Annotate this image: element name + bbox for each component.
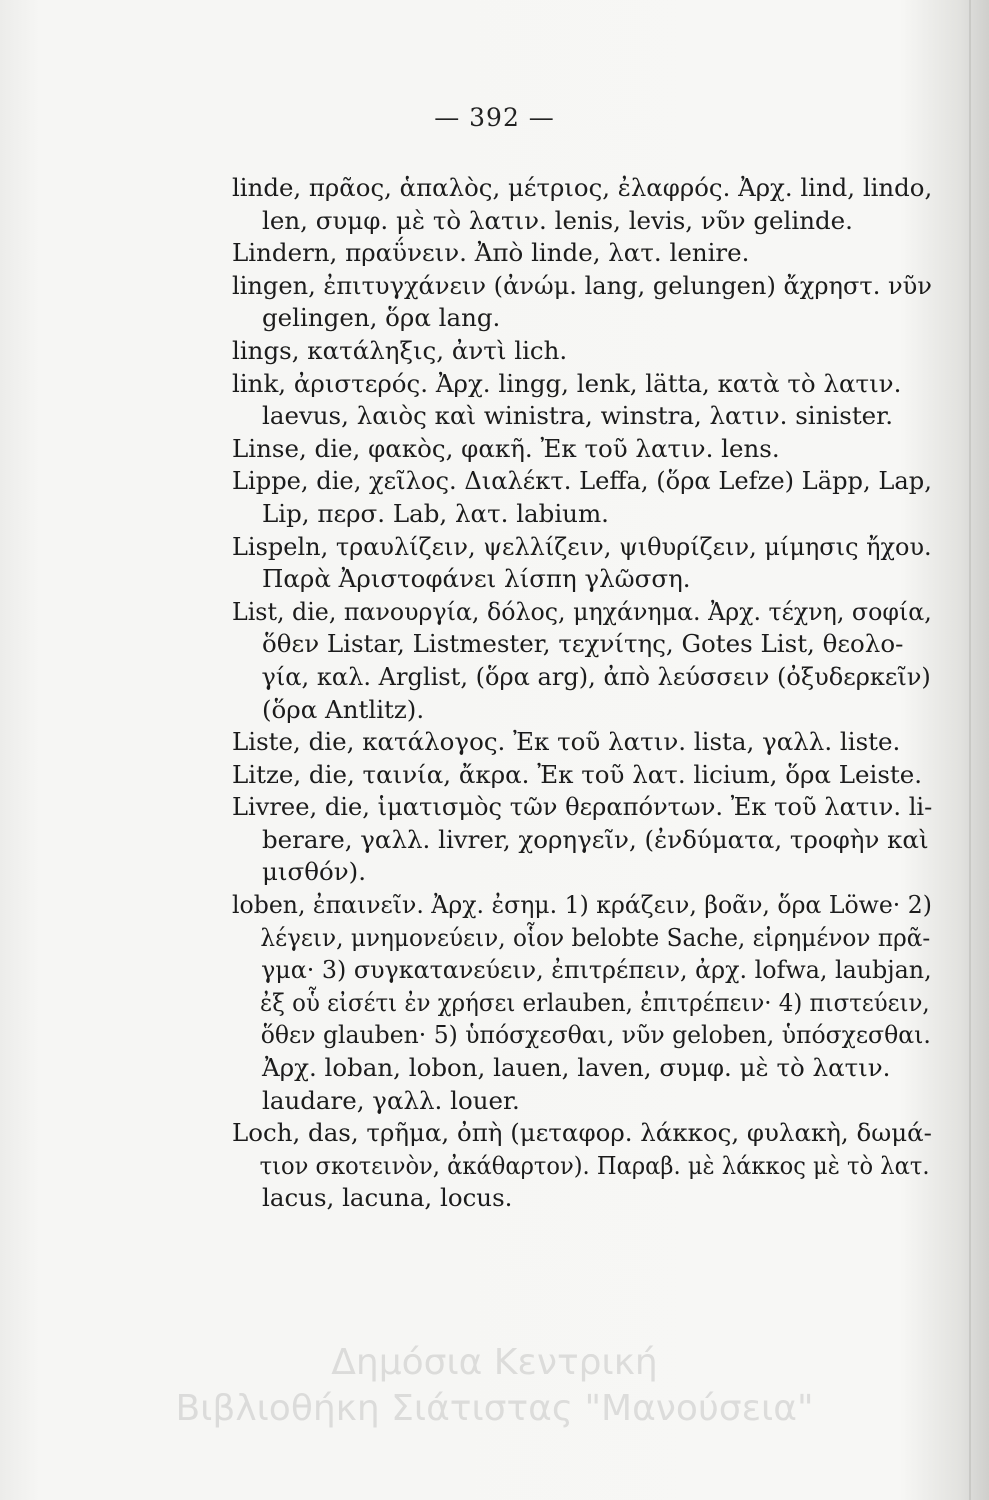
text-line: Παρὰ Ἀριστοφάνει λίσπη γλῶσση. <box>262 564 691 594</box>
text-line: lings, κατάληξις, ἀντὶ lich. <box>232 335 568 365</box>
text-line: Lippe, die, χεῖλος. Διαλέκτ. Leffa, (ὅρα Lefze) Läpp, Lap, <box>232 466 932 496</box>
text-line: laudare, γαλλ. louer. <box>262 1085 520 1115</box>
text-line: Lindern, πραΰνειν. Ἀπὸ linde, λατ. lenire. <box>232 238 750 268</box>
text-line: γία, καλ. Arglist, (ὅρα arg), ἀπὸ λεύσσειν (ὀξυδερκεῖν) <box>261 661 931 691</box>
text-line: len, συμφ. μὲ τὸ λατιν. lenis, levis, νῦν gelinde. <box>262 205 853 235</box>
text-line: Litze, die, ταινία, ἄκρα. Ἐκ τοῦ λατ. licium, ὅρα Leiste. <box>232 759 923 789</box>
watermark-line-1: Δημόσια Κεντρική <box>331 1342 658 1383</box>
text-line: λέγειν, μνημονεύειν, οἷον belobte Sache, εἰρημένον πρᾶ- <box>260 922 931 952</box>
text-line: ἐξ οὗ εἰσέτι ἐν χρήσει erlauben, ἐπιτρέπειν· 4) πιστεύειν, <box>260 987 930 1017</box>
text-line: laevus, λαιὸς καὶ winistra, winstra, λατιν. sinister. <box>262 401 893 431</box>
text-line: Lispeln, τραυλίζειν, ψελλίζειν, ψιθυρίζειν, μίμησις ἤχου. <box>232 531 932 561</box>
text-line: gelingen, ὅρα lang. <box>262 303 501 333</box>
text-line: τιον σκοτεινὸν, ἀκάθαρτον). Παραβ. μὲ λάκκος μὲ τὸ λατ. <box>259 1150 930 1180</box>
text-line: berare, γαλλ. livrer, χορηγεῖν, (ἐνδύματα, τροφὴν καὶ <box>262 824 929 854</box>
text-line: Loch, das, τρῆμα, ὀπὴ (μεταφορ. λάκκος, φυλακὴ, δωμά- <box>232 1118 932 1148</box>
text-line: linde, πρᾶος, ἁπαλὸς, μέτριος, ἐλαφρός. Ἀρχ. lind, lindo, <box>232 173 933 202</box>
text-line: Linse, die, φακὸς, φακῆ. Ἐκ τοῦ λατιν. lens. <box>232 433 780 463</box>
text-line: ὅθεν glauben· 5) ὑπόσχεσθαι, νῦν geloben, ὑπόσχεσθαι. <box>260 1020 931 1050</box>
text-line: Ἀρχ. loban, lobon, lauen, laven, συμφ. μὲ τὸ λατιν. <box>262 1053 891 1083</box>
text-line: Lip, περσ. Lab, λατ. labium. <box>262 498 609 528</box>
text-line: link, ἀριστερός. Ἀρχ. lingg, lenk, lätta, κατὰ τὸ λατιν. <box>232 368 902 398</box>
page-number: — 392 — <box>434 103 555 132</box>
text-line: Livree, die, ἱματισμὸς τῶν θεραπόντων. Ἐκ τοῦ λατιν. li- <box>232 792 933 822</box>
page-edge <box>969 0 971 1500</box>
text-line: Liste, die, κατάλογος. Ἐκ τοῦ λατιν. lista, γαλλ. liste. <box>232 727 901 757</box>
text-line: μισθόν). <box>262 857 366 887</box>
watermark-line-2: Βιβλιοθήκη Σιάτιστας "Μανούσεια" <box>175 1388 814 1429</box>
text-line: ὅθεν Listar, Listmester, τεχνίτης, Gotes List, θεολο- <box>262 629 904 659</box>
text-line: (ὅρα Antlitz). <box>262 694 425 724</box>
text-line: γμα· 3) συγκατανεύειν, ἐπιτρέπειν, ἀρχ. lofwa, laubjan, <box>261 955 932 985</box>
text-line: loben, ἐπαινεῖν. Ἀρχ. ἐσημ. 1) κράζειν, βοᾶν, ὅρα Löwe· 2) <box>232 890 932 920</box>
text-line: List, die, πανουργία, δόλος, μηχάνημα. Ἀρχ. τέχνη, σοφία, <box>232 596 932 626</box>
dictionary-text <box>232 172 932 1215</box>
text-line: lacus, lacuna, locus. <box>262 1183 513 1213</box>
text-line: lingen, ἐπιτυγχάνειν (ἀνώμ. lang, gelungen) ἄχρηστ. νῦν <box>232 270 932 300</box>
